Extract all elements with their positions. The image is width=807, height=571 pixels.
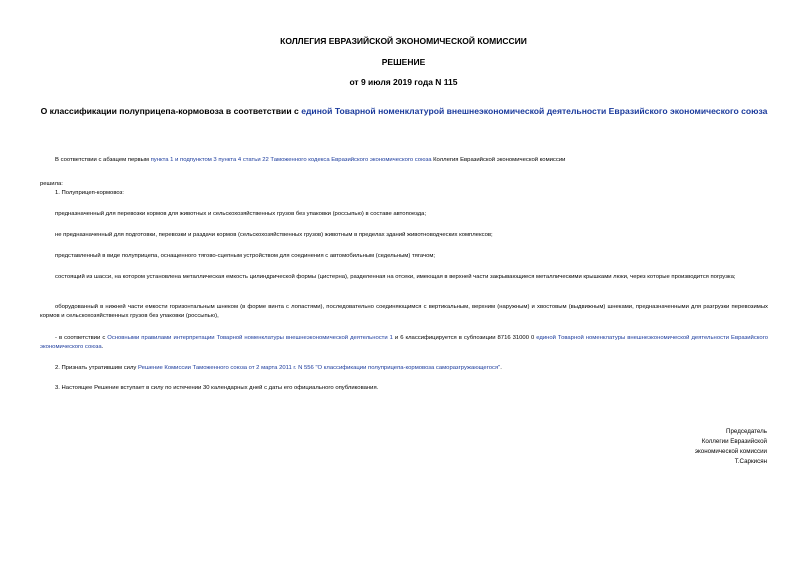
classification-text-2: и 6 классифицируется в субпозиции 8716 31000 0 (392, 335, 537, 341)
classification-paragraph (40, 334, 768, 352)
signature-name: Т.Саркисян (734, 458, 767, 465)
header-doc-type: РЕШЕНИЕ (381, 57, 426, 67)
classification-text-3: . (101, 344, 104, 350)
feature-item: оборудованный в нижней части емкости горизонтальным шнеком (в форме винта с лопастями), последовательно соединяющимся с вертикальным, верхним (наружным) и хвостовым (выдвижным) шнеками, предназначенными для разгрузки перевозимых кормов и сельскохозяйственных грузов без упаковки (россыпью), (40, 304, 768, 319)
signature-line: Коллегии Евразийской (701, 438, 767, 445)
signature-line: Председатель (726, 428, 767, 435)
classification-text-1: - в соответствии с (55, 335, 108, 341)
preamble (40, 156, 768, 165)
signature-line: экономической комиссии (694, 448, 767, 455)
item2-link[interactable]: Решение Комиссии Таможенного союза от 2 марта 2011 г. N 556 "О классификации полуприцепа-кормовоза саморазгружающегося" (138, 365, 501, 371)
feature-item: представленный в виде полуприцепа, оснащенного тягово-сцепным устройством для соединения с автомобильным (седельным) тягачом; (55, 253, 436, 259)
item2-paragraph (40, 364, 768, 373)
preamble-link[interactable]: пункта 1 и подпунктом 3 пункта 4 статьи 22 Таможенного кодекса Евразийского экономического союза (150, 157, 432, 163)
item3-paragraph: 3. Настоящее Решение вступает в силу по истечении 30 календарных дней с даты его официального опубликования. (55, 385, 379, 391)
preamble-text-2: Коллегия Евразийской экономической комиссии (431, 157, 566, 163)
classification-link-rules[interactable]: Основными правилами интерпретации Товарной номенклатуры внешнеэкономической деятельности 1 (107, 335, 393, 341)
classification-link-tnved[interactable]: единой Товарной номенклатуры внешнеэкономической деятельности Евразийского экономического союза (40, 335, 768, 350)
item2-text-2: . (500, 365, 502, 371)
feature-item: состоящий из шасси, на котором установлена металлическая емкость цилиндрической формы (цистерна), разделенная на отсеки, имеющая в верхней части закрывающиеся металлическими крышками люки, через которые производится погрузка; (55, 274, 736, 280)
preamble-text-1: В соответствии с абзацем первым (55, 157, 151, 163)
resolved-label: решила: (40, 181, 63, 187)
document-title (40, 106, 768, 117)
feature-item: не предназначенный для подготовки, перевозки и раздачи кормов (сельскохозяйственных грузов) животным в пределах зданий животноводческих комплексов; (55, 232, 493, 238)
feature-item: предназначенный для перевозки кормов для животных и сельскохозяйственных грузов без упаковки (россыпью) в составе автопоезда; (55, 211, 427, 217)
header-date-number: от 9 июля 2019 года N 115 (349, 77, 458, 87)
item2-text-1: 2. Признать утратившим силу (55, 365, 138, 371)
signature-block (695, 427, 767, 467)
title-text: О классификации полуприцепа-кормовоза в соответствии с (40, 106, 302, 116)
title-link[interactable]: единой Товарной номенклатурой внешнеэкономической деятельности Евразийского экономического союза (301, 106, 768, 116)
header-org: КОЛЛЕГИЯ ЕВРАЗИЙСКОЙ ЭКОНОМИЧЕСКОЙ КОМИССИИ (280, 36, 527, 46)
item1-title: 1. Полуприцеп-кормовоз: (55, 190, 124, 196)
